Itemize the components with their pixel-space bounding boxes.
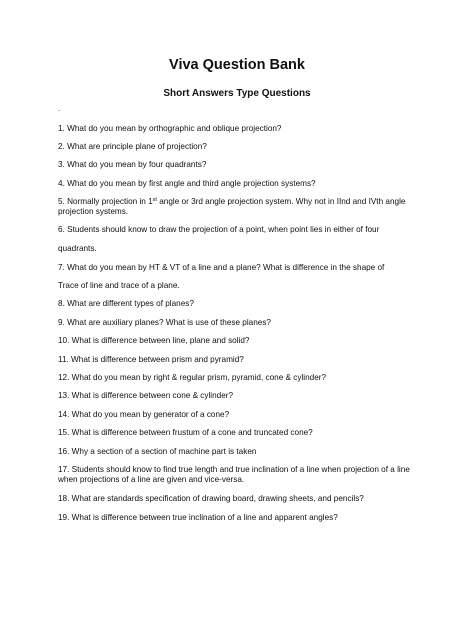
question-6-line-2: quadrants. bbox=[58, 244, 97, 253]
question-12: 12. What do you mean by right & regular prism, pyramid, cone & cylinder? bbox=[58, 373, 327, 382]
question-4: 4. What do you mean by first angle and third angle projection systems? bbox=[58, 179, 316, 188]
question-1: 1. What do you mean by orthographic and oblique projection? bbox=[58, 124, 282, 133]
question-15: 15. What is difference between frustum of a cone and truncated cone? bbox=[58, 428, 313, 437]
question-2: 2. What are principle plane of projection? bbox=[58, 142, 207, 151]
question-14: 14. What do you mean by generator of a cone? bbox=[58, 410, 230, 419]
question-17: 17. Students should know to find true length and true inclination of a line when projection of a line when projections of a line are given and vice-versa. bbox=[58, 465, 410, 484]
question-13: 13. What is difference between cone & cylinder? bbox=[58, 391, 234, 400]
stray-bullet: . bbox=[58, 104, 61, 113]
question-18: 18. What are standards specification of drawing board, drawing sheets, and pencils? bbox=[58, 494, 364, 503]
question-5-part-a: 5. Normally projection in 1 bbox=[58, 197, 153, 206]
question-8: 8. What are different types of planes? bbox=[58, 299, 194, 308]
question-7-line-1: 7. What do you mean by HT & VT of a line and a plane? What is difference in the shape of bbox=[58, 263, 385, 272]
page-subtitle: Short Answers Type Questions bbox=[163, 88, 311, 99]
question-9: 9. What are auxiliary planes? What is use of these planes? bbox=[58, 318, 271, 327]
question-19: 19. What is difference between true inclination of a line and apparent angles? bbox=[58, 513, 338, 522]
question-11: 11. What is difference between prism and pyramid? bbox=[58, 355, 244, 364]
page-title: Viva Question Bank bbox=[169, 57, 305, 73]
question-16: 16. Why a section of a section of machine part is taken bbox=[58, 447, 257, 456]
question-5-part-b: angle or 3rd angle projection system. Why not in IInd and IVth angle projection systems. bbox=[58, 197, 406, 216]
question-10: 10. What is difference between line, plane and solid? bbox=[58, 336, 250, 345]
question-6-line-1: 6. Students should know to draw the projection of a point, when point lies in either of four bbox=[58, 225, 380, 234]
question-7-line-2: Trace of line and trace of a plane. bbox=[58, 281, 180, 290]
question-5-superscript: st bbox=[152, 197, 157, 203]
question-5 bbox=[58, 197, 420, 217]
question-3: 3. What do you mean by four quadrants? bbox=[58, 160, 207, 169]
